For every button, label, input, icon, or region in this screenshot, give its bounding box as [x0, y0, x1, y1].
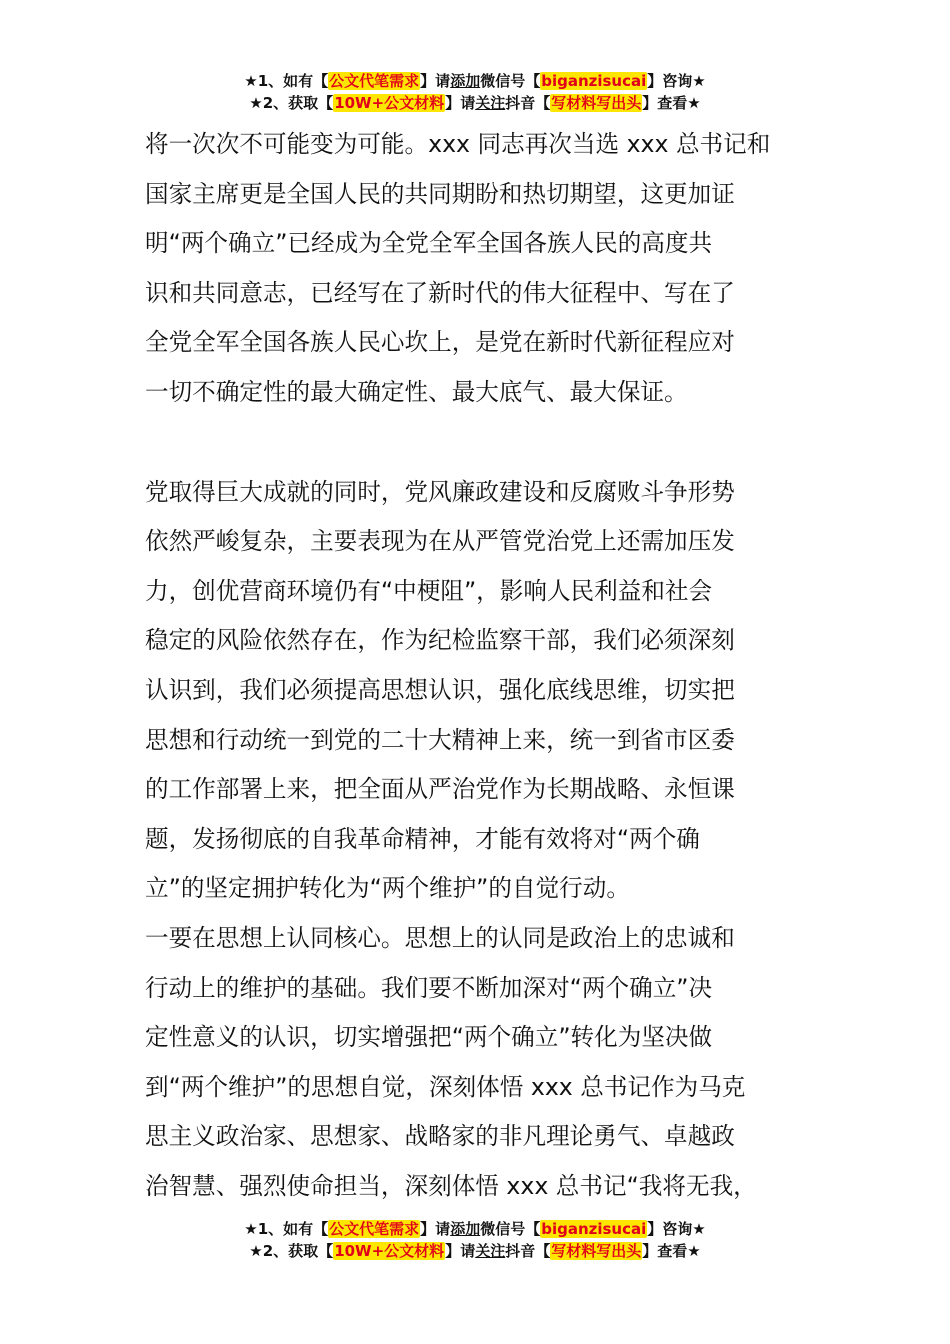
paragraph-1 — [145, 120, 810, 418]
banner-text: ★2、获取【 — [249, 94, 334, 112]
banner-text: 】咨询★ — [647, 1220, 706, 1238]
banner-highlight: 10W+公文材料 — [334, 1242, 445, 1260]
text-line: 一切不确定性的最大确定性、最大底气、最大保证。 — [145, 377, 688, 406]
banner-text: 微信号【 — [480, 1220, 541, 1238]
banner-text: 】查看★ — [642, 94, 701, 112]
text-line: 到“两个维护”的思想自觉，深刻体悟 xxx 总书记作为马克 — [145, 1072, 746, 1101]
text-line: 认识到，我们必须提高思想认识，强化底线思维，切实把 — [145, 675, 735, 704]
text-line: 一要在思想上认同核心。思想上的认同是政治上的忠诚和 — [145, 923, 735, 952]
banner-underlined-text: 添加 — [450, 1220, 481, 1238]
text-line: 立”的坚定拥护转化为“两个维护”的自觉行动。 — [145, 874, 630, 903]
banner-highlight: 10W+公文材料 — [334, 94, 445, 112]
paragraph-spacer — [145, 418, 810, 468]
banner-text: 抖音【 — [505, 94, 551, 112]
paragraph-2 — [145, 468, 810, 914]
banner-highlight: 公文代笔需求 — [329, 72, 420, 90]
text-line: 思主义政治家、思想家、战略家的非凡理论勇气、卓越政 — [145, 1122, 735, 1151]
text-line: 行动上的维护的基础。我们要不断加深对“两个确立”决 — [145, 973, 713, 1002]
banner-text: 】请 — [445, 94, 476, 112]
header-banner — [0, 70, 950, 114]
text-line: 题，发扬彻底的自我革命精神，才能有效将对“两个确 — [145, 824, 700, 853]
banner-text: 】请 — [420, 1220, 451, 1238]
banner-text: ★1、如有【 — [244, 1220, 329, 1238]
text-line: 党取得巨大成就的同时，党风廉政建设和反腐败斗争形势 — [145, 477, 735, 506]
text-line: 国家主席更是全国人民的共同期盼和热切期望，这更加证 — [145, 179, 735, 208]
text-line: 定性意义的认识，切实增强把“两个确立”转化为坚决做 — [145, 1023, 713, 1052]
banner-underlined-text: 添加 — [450, 72, 481, 90]
header-banner-line-1 — [0, 70, 950, 92]
banner-text: ★1、如有【 — [244, 72, 329, 90]
footer-banner-line-2 — [0, 1240, 950, 1262]
banner-text: 】查看★ — [642, 1242, 701, 1260]
banner-text: 】请 — [420, 72, 451, 90]
banner-highlight-douyin-id: 写材料写出头 — [551, 94, 642, 112]
text-line: 依然严峻复杂，主要表现为在从严管党治党上还需加压发 — [145, 527, 735, 556]
footer-banner — [0, 1218, 950, 1262]
banner-text: 抖音【 — [505, 1242, 551, 1260]
text-line: 思想和行动统一到党的二十大精神上来，统一到省市区委 — [145, 725, 735, 754]
text-line: 明“两个确立”已经成为全党全军全国各族人民的高度共 — [145, 229, 713, 258]
footer-banner-line-1 — [0, 1218, 950, 1240]
document-body — [145, 120, 810, 1211]
banner-text: 微信号【 — [480, 72, 541, 90]
banner-text: ★2、获取【 — [249, 1242, 334, 1260]
text-line: 治智慧、强烈使命担当，深刻体悟 xxx 总书记“我将无我， — [145, 1171, 757, 1200]
banner-highlight: 公文代笔需求 — [329, 1220, 420, 1238]
text-line: 识和共同意志，已经写在了新时代的伟大征程中、写在了 — [145, 278, 735, 307]
text-line: 力，创优营商环境仍有“中梗阻”，影响人民利益和社会 — [145, 576, 713, 605]
banner-highlight-douyin-id: 写材料写出头 — [551, 1242, 642, 1260]
header-banner-line-2 — [0, 92, 950, 114]
banner-highlight-wechat-id: biganzisucai — [541, 72, 647, 90]
text-line: 稳定的风险依然存在，作为纪检监察干部，我们必须深刻 — [145, 626, 735, 655]
banner-highlight-wechat-id: biganzisucai — [541, 1220, 647, 1238]
banner-text: 】请 — [445, 1242, 476, 1260]
banner-text: 】咨询★ — [647, 72, 706, 90]
banner-underlined-text: 关注 — [475, 1242, 506, 1260]
paragraph-3 — [145, 914, 810, 1212]
text-line: 全党全军全国各族人民心坎上，是党在新时代新征程应对 — [145, 328, 735, 357]
text-line: 的工作部署上来，把全面从严治党作为长期战略、永恒课 — [145, 775, 735, 804]
banner-underlined-text: 关注 — [475, 94, 506, 112]
text-line: 将一次次不可能变为可能。xxx 同志再次当选 xxx 总书记和 — [145, 130, 771, 158]
